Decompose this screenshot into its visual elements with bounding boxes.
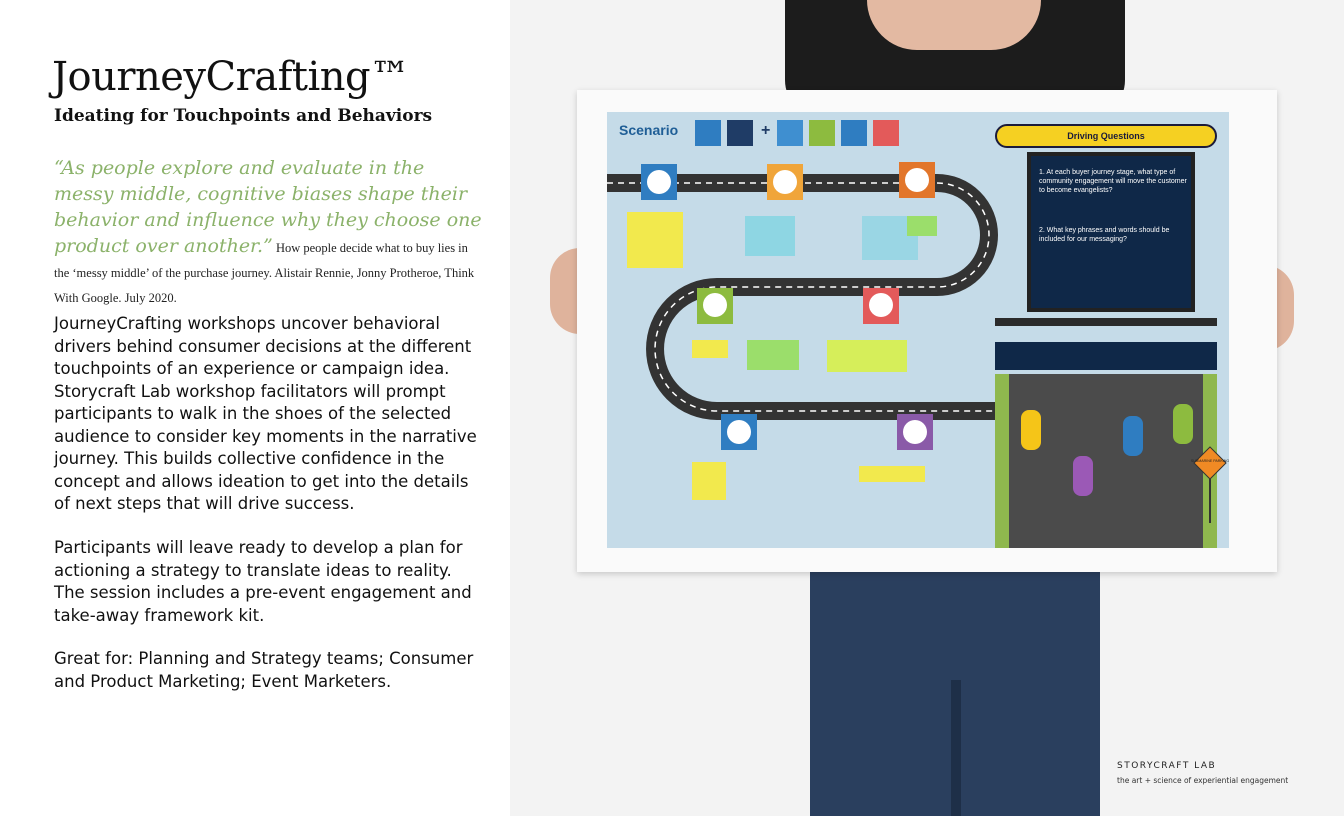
jeans-leg-gap	[951, 680, 961, 816]
audience-paragraph: Great for: Planning and Strategy teams; Consumer and Product Marketing; Event Marketers.	[54, 649, 474, 691]
brand-logo: STORYCRAFT LAB	[1117, 761, 1217, 771]
journey-road	[607, 112, 1007, 548]
road-sign-text: SUBMARINE PARKING	[1190, 459, 1230, 463]
car-icon	[1173, 404, 1193, 444]
plus-sign: +	[761, 122, 771, 139]
text-panel	[0, 0, 510, 816]
car-icon	[1073, 456, 1093, 496]
car-icon	[1021, 410, 1041, 450]
road-sign-icon	[1190, 446, 1230, 526]
driving-questions-banner: Driving Questions	[995, 124, 1217, 148]
journey-poster	[577, 90, 1277, 572]
page-subtitle: Ideating for Touchpoints and Behaviors	[54, 106, 433, 126]
driving-question-2: 2. What key phrases and words should be included for our messaging?	[1039, 227, 1170, 243]
pull-quote: “As people explore and evaluate in the messy middle, cognitive biases shape their behavior and influence why they choose one product over another.”	[54, 157, 482, 257]
grass-strip	[995, 374, 1009, 548]
driving-question-1: 1. At each buyer journey stage, what type of community engagement will move the customer to become evangelists?	[1039, 169, 1187, 194]
sticky-notes	[627, 212, 937, 500]
outcome-paragraph: Participants will leave ready to develop a plan for actioning a strategy to translate ideas to reality. The session includes a pre-event engagement and take-away framework kit.	[54, 538, 472, 625]
person-neck	[867, 0, 1041, 50]
page-title: JourneyCrafting™	[52, 54, 410, 100]
brand-tagline: the art + science of experiential engagement	[1117, 776, 1289, 785]
car-icon	[1123, 416, 1143, 456]
journey-board	[607, 112, 1229, 548]
highway	[995, 374, 1217, 548]
quote-block	[54, 156, 484, 310]
description-paragraph: JourneyCrafting workshops uncover behavioral drivers behind consumer decisions at the different touchpoints of an experience or campaign idea. Storycraft Lab workshop facilitators will prompt participants to walk in the shoes of the selected audience to consider key moments in the narrative journey. This builds collective confidence in the concept and allows ideation to get into the details of next steps that will drive success.	[54, 314, 477, 513]
scenario-label: Scenario	[619, 122, 679, 138]
hero-photo	[510, 0, 1344, 816]
questions-screen	[1027, 152, 1195, 312]
quote-citation: How people decide what to buy lies in the ‘messy middle’ of the purchase journey. Alistair Rennie, Jonny Protheroe, Think With Google. July 2020.	[54, 241, 475, 305]
stage-bar	[995, 342, 1217, 370]
stage-base	[995, 318, 1217, 326]
